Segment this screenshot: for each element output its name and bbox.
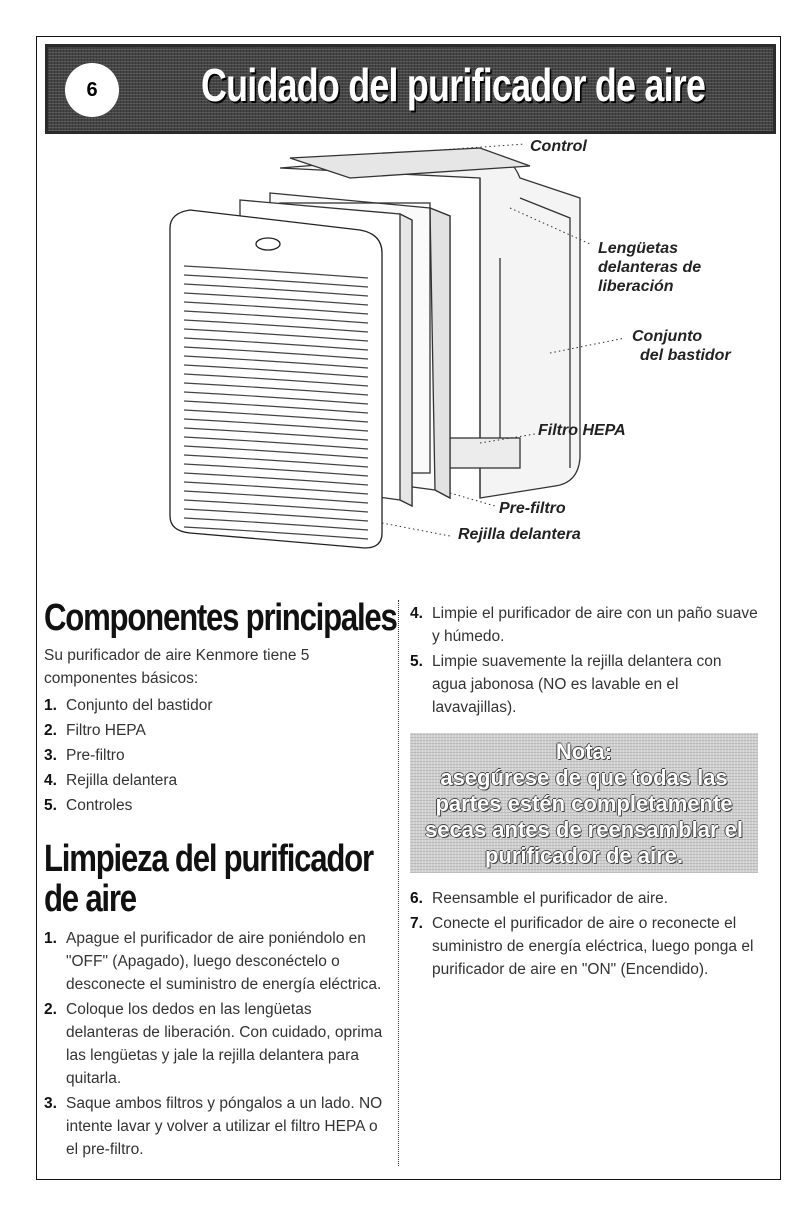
note-text	[410, 739, 758, 869]
left-column	[44, 597, 397, 1163]
cleaning-step	[410, 912, 760, 981]
label-housing-1: Conjunto	[632, 328, 703, 345]
note-box	[410, 733, 758, 873]
section-number-badge: 6	[65, 63, 119, 117]
item-number: 5.	[44, 797, 57, 814]
component-item	[44, 694, 384, 717]
step-text: Conecte el purificador de aire o reconecte el suministro de energía eléctrica, luego ponga el purificador de aire en "ON" (Encendido).	[432, 915, 754, 978]
step-number: 4.	[410, 605, 423, 622]
note-line: partes estén completamente	[435, 791, 733, 816]
components-list	[44, 694, 384, 817]
step-text: Reensamble el purificador de aire.	[432, 890, 669, 907]
step-number: 5.	[410, 653, 423, 670]
cleaning-heading-line2: de aire	[44, 878, 136, 920]
label-hepa-filter: Filtro HEPA	[538, 422, 626, 439]
section-title: Cuidado del purificador de aire	[201, 59, 706, 111]
item-text: Conjunto del bastidor	[66, 697, 213, 714]
step-number: 6.	[410, 890, 423, 907]
item-number: 4.	[44, 772, 57, 789]
component-item	[44, 794, 384, 817]
item-text: Filtro HEPA	[66, 722, 146, 739]
components-heading: Componentes principales	[44, 597, 397, 639]
components-intro: Su purificador de aire Kenmore tiene 5 componentes básicos:	[44, 647, 310, 687]
step-text: Limpie el purificador de aire con un paño suave y húmedo.	[432, 605, 758, 645]
label-release-tabs-3: liberación	[598, 278, 674, 295]
label-front-grille: Rejilla delantera	[458, 526, 581, 543]
cleaning-steps-right-bottom	[410, 887, 760, 981]
step-text: Saque ambos filtros y póngalos a un lado. NO intente lavar y volver a utilizar el filtro HEPA o el pre-filtro.	[66, 1095, 383, 1158]
cleaning-step	[44, 927, 384, 996]
cleaning-heading-line1: Limpieza del purificador	[44, 838, 373, 880]
item-text: Rejilla delantera	[66, 772, 178, 789]
item-text: Controles	[66, 797, 133, 814]
column-divider	[398, 600, 399, 1166]
step-number: 2.	[44, 1001, 57, 1018]
step-number: 1.	[44, 930, 57, 947]
section-header	[45, 44, 776, 134]
cleaning-steps-left	[44, 927, 384, 1161]
cleaning-steps-right-top	[410, 602, 760, 719]
item-text: Pre-filtro	[66, 747, 125, 764]
note-line: purificador de aire.	[484, 843, 684, 868]
step-text: Apague el purificador de aire poniéndolo en "OFF" (Apagado), luego desconéctelo o desconecte el suministro de energía eléctrica.	[66, 930, 382, 993]
note-line: asegúrese de que todas las	[440, 765, 728, 790]
step-text: Limpie suavemente la rejilla delantera con agua jabonosa (NO es lavable en el lavavajillas).	[432, 653, 722, 716]
label-release-tabs-2: delanteras de	[598, 259, 702, 276]
item-number: 3.	[44, 747, 57, 764]
step-number: 3.	[44, 1095, 57, 1112]
label-prefilter: Pre-filtro	[499, 500, 566, 517]
cleaning-step	[410, 602, 760, 648]
cleaning-step	[44, 998, 384, 1090]
component-item	[44, 744, 384, 767]
component-item	[44, 769, 384, 792]
note-line: Nota:	[555, 739, 613, 764]
item-number: 2.	[44, 722, 57, 739]
step-text: Coloque los dedos en las lengüetas delanteras de liberación. Con cuidado, oprima las lengüetas y jale la rejilla delantera para quitarla.	[66, 1001, 383, 1087]
label-release-tabs-1: Lengüetas	[598, 240, 679, 257]
right-column	[410, 602, 760, 983]
air-purifier-diagram	[150, 138, 790, 578]
cleaning-step	[44, 1092, 384, 1161]
note-line: secas antes de reensamblar el	[425, 817, 743, 842]
cleaning-step	[410, 650, 760, 719]
label-control: Control	[530, 138, 587, 155]
component-item	[44, 719, 384, 742]
cleaning-step	[410, 887, 760, 910]
step-number: 7.	[410, 915, 423, 932]
label-housing-2: del bastidor	[640, 347, 731, 364]
item-number: 1.	[44, 697, 57, 714]
